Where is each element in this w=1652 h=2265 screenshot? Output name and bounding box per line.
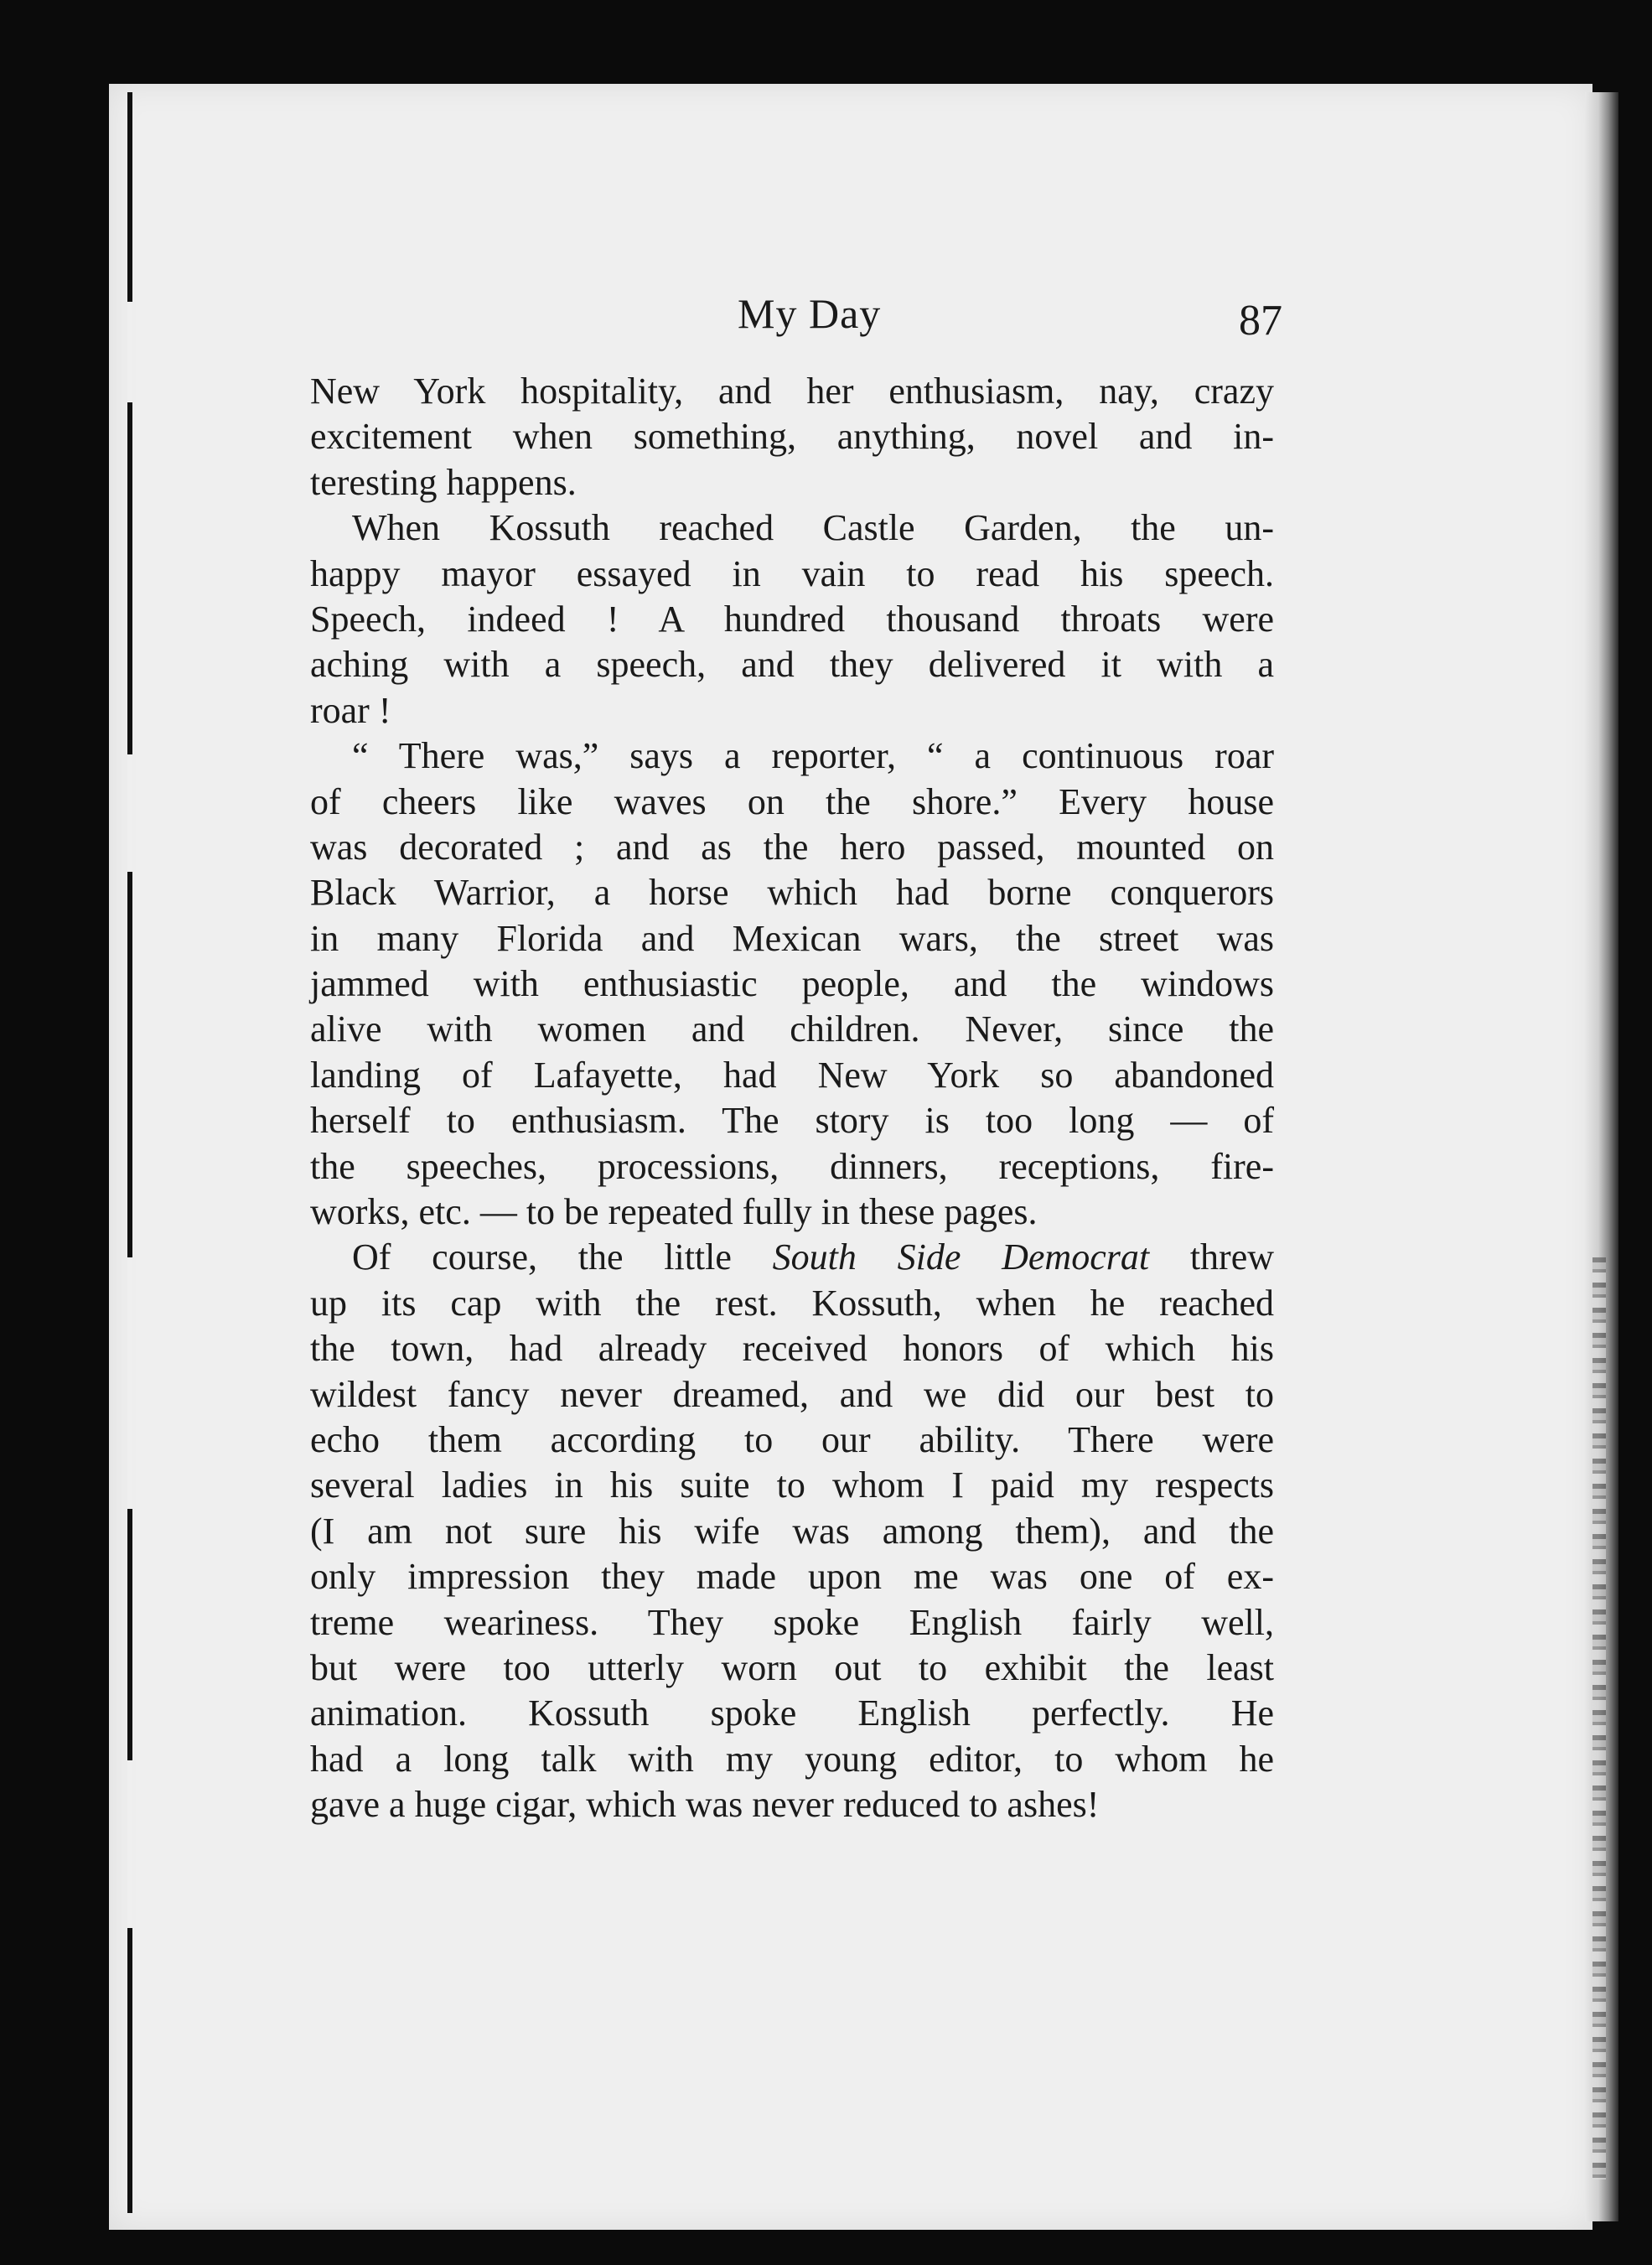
text-line: animation. Kossuth spoke English perfectly. He [310,1692,1274,1734]
text-line: the town, had already received honors of which his [310,1328,1274,1370]
text-line: landing of Lafayette, had New York so abandoned [310,1054,1274,1096]
text-line: the speeches, processions, dinners, receptions, fire- [310,1145,1274,1187]
text-line: had a long talk with my young editor, to whom he [310,1738,1274,1780]
text-line: but were too utterly worn out to exhibit the least [310,1646,1274,1688]
text-line: gave a huge cigar, which was never reduced to ashes! [310,1784,1100,1826]
text-fragment: threw [1149,1236,1275,1278]
binding-gap [127,1760,132,1928]
text-line: “ There was,” says a reporter, “ a continuous roar [352,735,1274,777]
text-line: herself to enthusiasm. The story is too long — of [310,1100,1274,1142]
text-line: When Kossuth reached Castle Garden, the un- [352,507,1274,549]
text-line: roar ! [310,689,391,731]
newspaper-title: South Side Democrat [772,1236,1150,1278]
text-line: echo them according to our ability. There were [310,1418,1274,1460]
running-title: My Day [738,290,882,337]
text-line: excitement when something, anything, novel and in- [310,416,1274,458]
text-line: alive with women and children. Never, since the [310,1008,1274,1050]
text-line: (I am not sure his wife was among them), and the [310,1510,1274,1552]
binding-gap [127,1257,132,1509]
text-line: happy mayor essayed in vain to read his speech. [310,552,1274,594]
page-number: 87 [1239,297,1282,345]
body-text [310,369,1274,1828]
binding-gap [127,302,132,402]
text-line: teresting happens. [310,461,577,503]
text-line: works, etc. — to be repeated fully in these pages. [310,1191,1038,1233]
text-line: Black Warrior, a horse which had borne conquerors [310,872,1274,914]
text-fragment: Of course, the little [352,1236,773,1278]
page-header [302,289,1282,356]
text-line: New York hospitality, and her enthusiasm, nay, crazy [310,371,1274,412]
text-line: treme weariness. They spoke English fairly well, [310,1601,1274,1643]
page-edge-texture [1592,1257,1606,2179]
text-line: only impression they made upon me was one of ex- [310,1556,1274,1598]
binding-gap [127,754,132,872]
text-line: Speech, indeed ! A hundred thousand throats were [310,598,1274,640]
text-line: was decorated ; and as the hero passed, mounted on [310,826,1274,868]
text-line [310,1235,1274,1280]
text-line: jammed with enthusiastic people, and the windows [310,963,1274,1005]
text-line: in many Florida and Mexican wars, the street was [310,917,1274,959]
text-line: wildest fancy never dreamed, and we did our best to [310,1373,1274,1415]
text-line: aching with a speech, and they delivered it with a [310,644,1274,686]
text-line: several ladies in his suite to whom I paid my respects [310,1464,1274,1506]
text-line: of cheers like waves on the shore.” Every house [310,780,1274,822]
text-line: up its cap with the rest. Kossuth, when he reached [310,1282,1274,1324]
